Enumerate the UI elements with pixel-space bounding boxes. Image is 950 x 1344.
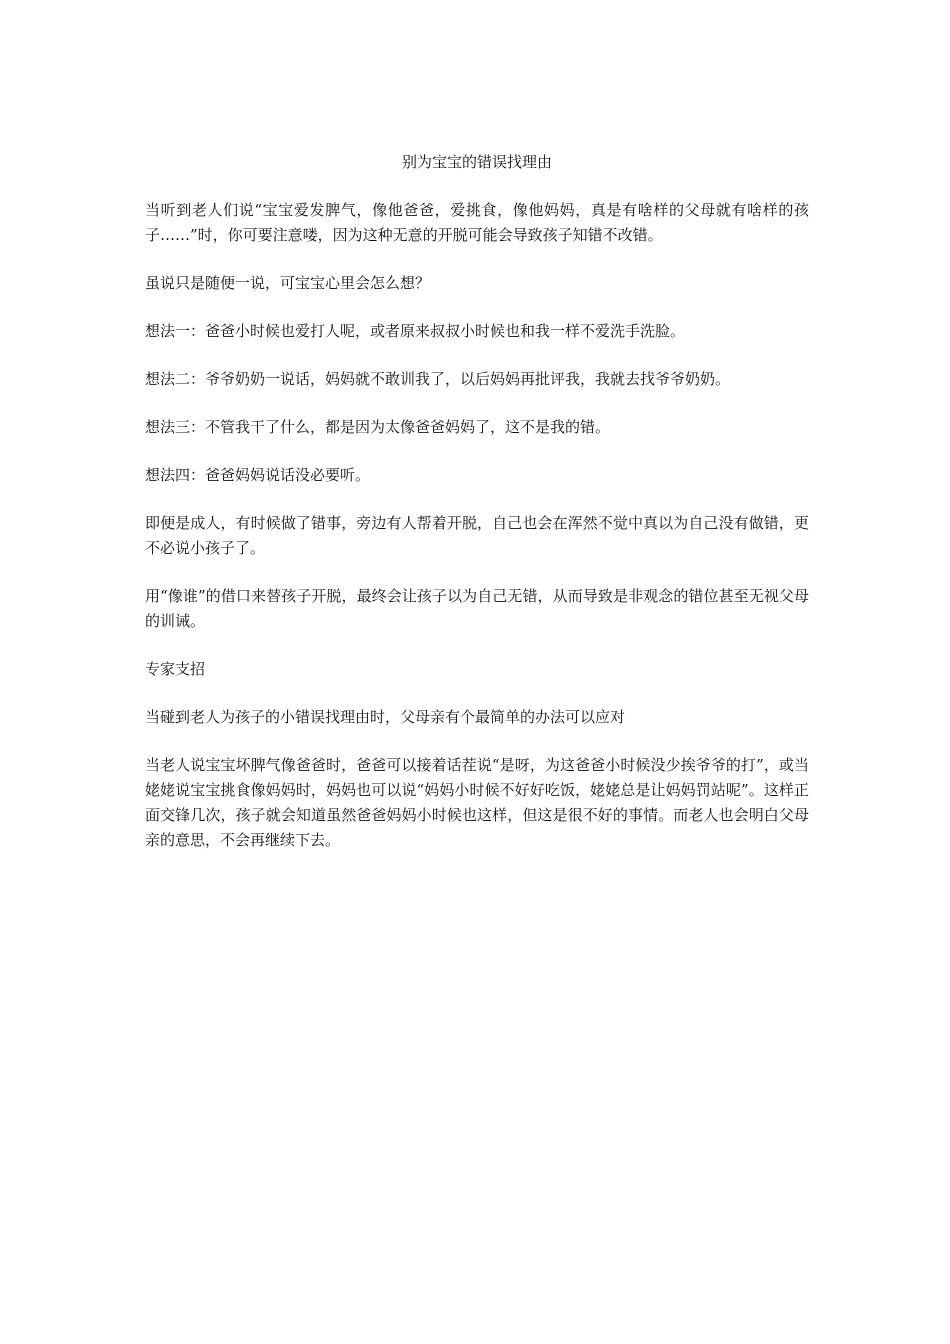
paragraph-intro: 当听到老人们说“宝宝爱发脾气，像他爸爸，爱挑食，像他妈妈，真是有啥样的父母就有啥样的孩子……”时，你可要注意喽，因为这种无意的开脱可能会导致孩子知错不改错。 [145, 201, 809, 244]
paragraph-thought-4: 想法四：爸爸妈妈说话没必要听。 [145, 466, 371, 484]
paragraph-tip-intro: 当碰到老人为孩子的小错误找理由时，父母亲有个最简单的办法可以应对 [145, 708, 626, 726]
paragraph-thought-2: 想法二：爷爷奶奶一说话，妈妈就不敢训我了，以后妈妈再批评我，我就去找爷爷奶奶。 [145, 370, 731, 388]
paragraph-thought-3: 想法三：不管我干了什么，都是因为太像爸爸妈妈了，这不是我的错。 [145, 418, 611, 436]
paragraph-thought-1: 想法一：爸爸小时候也爱打人呢，或者原来叔叔小时候也和我一样不爱洗手洗脸。 [145, 322, 686, 340]
paragraph-question: 虽说只是随便一说，可宝宝心里会怎么想？ [145, 274, 431, 292]
paragraph-adults: 即便是成人，有时候做了错事，旁边有人帮着开脱，自己也会在浑然不觉中真以为自己没有做错，更不必说小孩子了。 [145, 514, 809, 557]
paragraph-tip-detail: 当老人说宝宝坏脾气像爸爸时，爸爸可以接着话茬说“是呀，为这爸爸小时候没少挨爷爷的打”，或当姥姥说宝宝挑食像妈妈时，妈妈也可以说“妈妈小时候不好好吃饭，姥姥总是让妈妈罚站呢”。这样正面交锋几次，孩子就会知道虽然爸爸妈妈小时候也这样，但这是很不好的事情。而老人也会明白父母亲的意思，不会再继续下去。 [145, 756, 809, 849]
section-heading-expert-tips: 专家支招 [145, 660, 206, 678]
document-title: 别为宝宝的错误找理由 [401, 153, 552, 171]
paragraph-excuse: 用“像谁”的借口来替孩子开脱，最终会让孩子以为自己无错，从而导致是非观念的错位甚至无视父母的训诫。 [145, 587, 809, 630]
document-body [145, 150, 809, 876]
